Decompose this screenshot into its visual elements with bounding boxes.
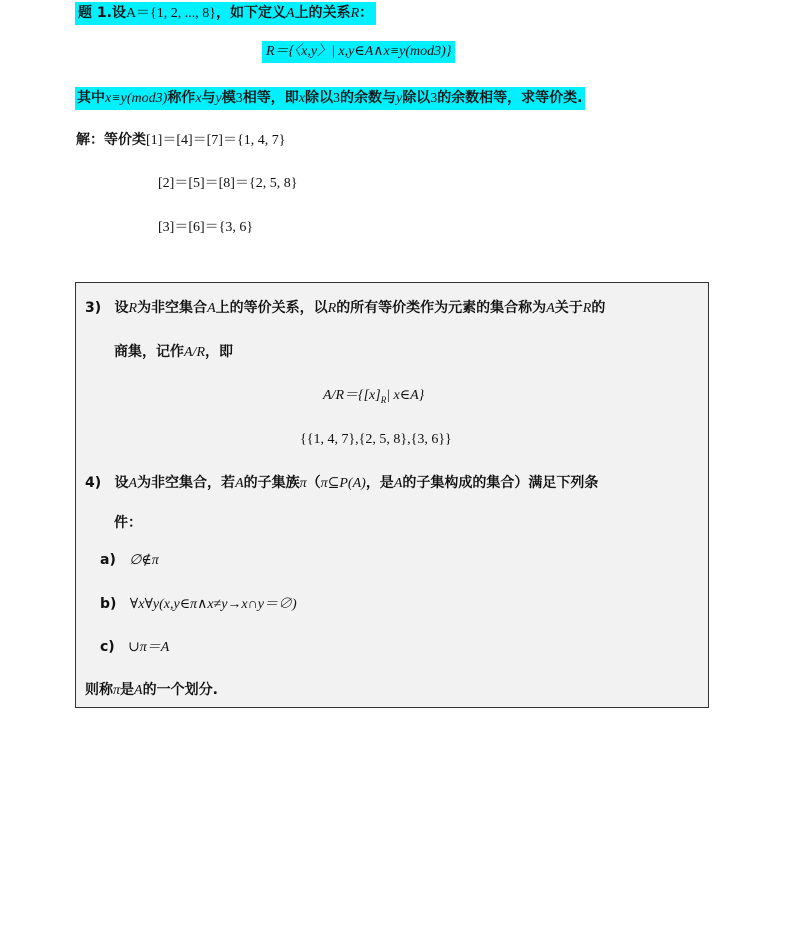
condition-label: c) xyxy=(100,639,115,655)
math-var: R xyxy=(128,301,138,316)
math-var: R xyxy=(350,6,360,21)
solution-line-3: [3]＝[6]＝{3, 6} xyxy=(158,220,254,235)
math-var: y xyxy=(395,91,403,106)
item-text: 的一个划分. xyxy=(142,682,218,698)
note-text: 的余数相等，求等价类. xyxy=(437,90,583,106)
item-4-line-1 xyxy=(85,472,598,495)
math-var: A xyxy=(134,683,143,698)
item-text: 为非空集合 xyxy=(137,300,208,316)
heading-text: 上的关系 xyxy=(294,5,351,21)
item-text: ，是 xyxy=(365,475,394,491)
condition-label: b) xyxy=(100,596,117,612)
math-num: 3 xyxy=(235,91,243,106)
math-var: π xyxy=(113,683,121,698)
item-text: ，即 xyxy=(205,344,233,360)
item-text: 则称 xyxy=(85,682,113,698)
item-text: 为非空集合，若 xyxy=(137,475,236,491)
note-text: 相等，即 xyxy=(242,90,299,106)
math-expr: A/R＝{[x] xyxy=(323,388,381,403)
condition-b xyxy=(100,593,297,616)
item-text: 上的等价关系，以 xyxy=(215,300,328,316)
solution-label: 解：等价类 xyxy=(76,132,146,148)
note-text: 除以 xyxy=(304,90,333,106)
item-text: 设 xyxy=(114,300,129,316)
quotient-value: {{1, 4, 7},{2, 5, 8},{3, 6}} xyxy=(300,432,452,447)
item-4-line-2: 件： xyxy=(114,515,142,531)
condition-c xyxy=(100,636,169,659)
math-var: A xyxy=(128,476,138,491)
note-text: 与 xyxy=(201,90,216,106)
item-number: 4) xyxy=(85,475,102,491)
math-var: A xyxy=(286,6,295,21)
set-definition: A＝{1, 2, ..., 8} xyxy=(125,6,216,21)
item-text: 的所有等价类作为元素的集合称为 xyxy=(336,300,547,316)
math-var: A xyxy=(235,476,244,491)
math-expr: ∅∉π xyxy=(129,553,159,568)
note-text: 除以 xyxy=(402,90,431,106)
math-var: R xyxy=(327,301,337,316)
item-3-line-1 xyxy=(85,297,605,320)
math-var: R xyxy=(582,301,592,316)
math-var: π xyxy=(299,476,307,491)
equivalence-class: [1]＝[4]＝[7]＝{1, 4, 7} xyxy=(146,133,286,148)
item-text: 设 xyxy=(114,475,129,491)
definition-box xyxy=(75,282,709,708)
quotient-definition xyxy=(323,385,424,411)
math-num: 3 xyxy=(430,91,438,106)
item-text: 的 xyxy=(591,300,606,316)
problem-label: 题 1. xyxy=(78,5,112,21)
item-number: 3) xyxy=(85,300,102,316)
math-var: x xyxy=(298,91,305,106)
math-var: A xyxy=(207,301,216,316)
item-text: 关于 xyxy=(554,300,583,316)
solution-line-1 xyxy=(76,129,285,152)
problem-note xyxy=(75,87,585,110)
condition-label: a) xyxy=(100,552,116,568)
note-text: 的余数与 xyxy=(339,90,396,106)
condition-a xyxy=(100,549,159,572)
math-expr: | x∈A} xyxy=(386,388,425,403)
math-expr: ∪π＝A xyxy=(128,640,170,655)
math-var: x xyxy=(195,91,202,106)
note-text: 模 xyxy=(221,90,236,106)
note-text: 称作 xyxy=(167,90,196,106)
problem-heading xyxy=(75,2,376,25)
item-text: 商集，记作 xyxy=(114,344,184,360)
heading-text: 设 xyxy=(111,5,126,21)
heading-text: ，如下定义 xyxy=(216,5,286,21)
math-var: y xyxy=(215,91,222,106)
heading-text: ： xyxy=(359,5,374,21)
math-expr: ∀x∀y(x,y∈π∧x≠y→x∩y＝∅) xyxy=(129,597,297,612)
item-3-line-2 xyxy=(114,341,233,364)
math-expr: A/R xyxy=(184,345,205,360)
item-text: 的子集族 xyxy=(243,475,300,491)
item-text: 是 xyxy=(120,682,135,698)
solution-line-2: [2]＝[5]＝[8]＝{2, 5, 8} xyxy=(158,176,298,191)
note-text: 其中 xyxy=(77,90,105,106)
relation-definition: R＝{〈x,y〉| x,y∈A∧x≡y(mod3)} xyxy=(262,41,455,63)
item-text: （ xyxy=(306,475,321,491)
partition-conclusion xyxy=(85,679,218,702)
item-text: 的子集构成的集合）满足下列条 xyxy=(402,475,599,491)
math-subscript: R xyxy=(380,394,387,405)
math-expr: x≡y(mod3) xyxy=(105,91,168,106)
math-var: A xyxy=(546,301,555,316)
math-var: A xyxy=(393,476,403,491)
math-num: 3 xyxy=(332,91,340,106)
math-expr: π⊆P(A) xyxy=(320,476,366,491)
